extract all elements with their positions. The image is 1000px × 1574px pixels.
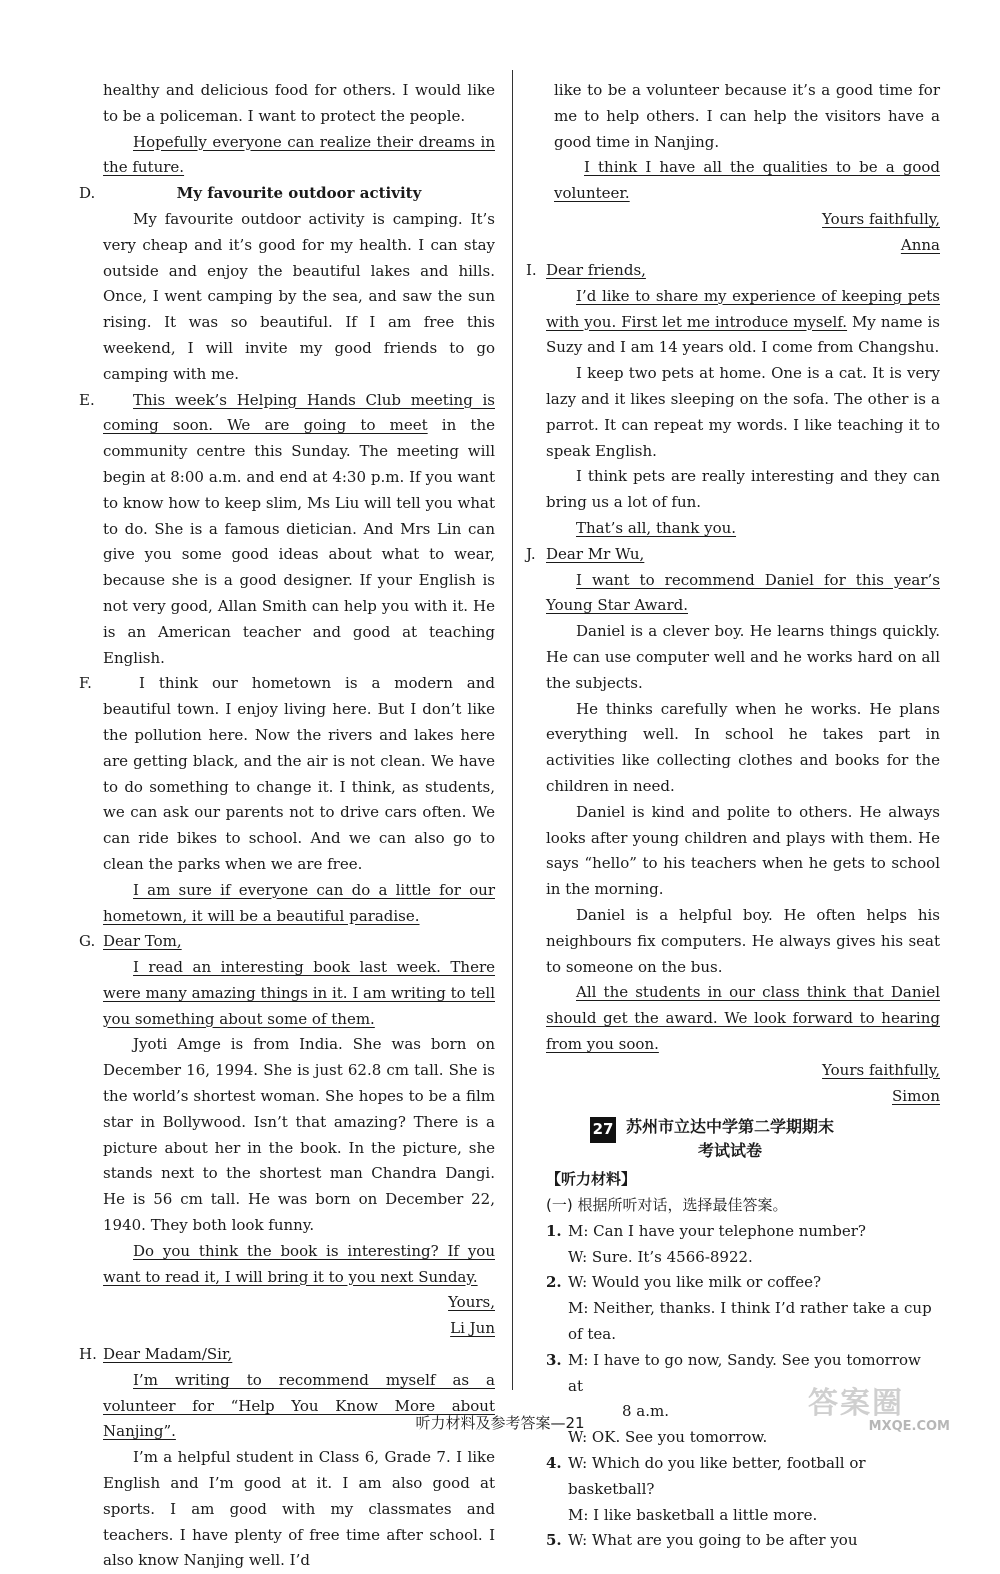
paragraph: He thinks carefully when he works. He plans everything well. In school he takes part in activities like collecting clothes and books for the children in need. bbox=[546, 699, 940, 795]
paragraph: like to be a volunteer because it’s a good time for me to help others. I can help the visitors have a good time in Nanjing. bbox=[554, 81, 940, 151]
column-divider bbox=[512, 70, 513, 1390]
paragraph bbox=[103, 388, 495, 672]
section-label: F. bbox=[79, 674, 92, 693]
greeting: Dear friends, bbox=[546, 261, 646, 279]
paragraph: I think I have all the qualities to be a good volunteer. bbox=[554, 158, 940, 203]
closing: Yours, bbox=[448, 1293, 495, 1312]
paragraph: All the students in our class think that Daniel should get the award. We look forward to hearing from you soon. bbox=[546, 983, 940, 1053]
list-item: 3. M: I have to go now, Sandy. See you tomorrow at 8 a.m. W: OK. See you tomorrow. bbox=[546, 1350, 921, 1447]
list-item: 1. M: Can I have your telephone number? W: Sure. It’s 4566-8922. bbox=[546, 1221, 866, 1266]
section-title: My favourite outdoor activity bbox=[176, 184, 422, 203]
paragraph: I want to recommend Daniel for this year’s Young Star Award. bbox=[546, 570, 940, 615]
paragraph: I’m a helpful student in Class 6, Grade 7. I like English and I’m good at it. I am also good at sports. I am good with my classmates and teachers. I have plenty of free time after school. I also know Nanjing well. I’d bbox=[103, 1448, 495, 1570]
paragraph: Daniel is kind and polite to others. He always looks after young children and plays with them. He says “hello” to his teachers when he gets to school in the morning. bbox=[546, 802, 940, 899]
section-h bbox=[79, 1342, 495, 1574]
list-item: 5. W: What are you going to be after you bbox=[546, 1531, 858, 1550]
exam-number-badge: 27 bbox=[590, 1117, 616, 1143]
signature: Simon bbox=[892, 1086, 940, 1105]
paragraph: I’d like to share my experience of keeping pets with you. First let me introduce myself. My name is Suzy and I am 14 years old. I come from Changshu. bbox=[546, 286, 940, 357]
paragraph: Hopefully everyone can realize their dreams in the future. bbox=[103, 132, 495, 177]
closing: Yours faithfully, bbox=[822, 209, 940, 228]
exam-title: 苏州市立达中学第二学期期末 考试试卷 bbox=[626, 1117, 835, 1161]
section-j bbox=[526, 542, 940, 1110]
paragraph: Do you think the book is interesting? If you want to read it, I will bring it to you next Sunday. bbox=[103, 1241, 495, 1286]
right-column bbox=[554, 78, 940, 259]
text: in the community centre this Sunday. The meeting will begin at 8:00 a.m. and end at 4:30 p.m. If you want to know how to keep slim, Ms Liu will tell you what to do. She is a famous dietician. And Mrs Lin can give you some good ideas about what to wear, because she is a good designer. If your English is not very good, Allan Smith can help you with it. He is an American teacher and good at teaching English. bbox=[103, 416, 495, 667]
paragraph: I read an interesting book last week. There were many amazing things in it. I am writing to tell you something about some of them. bbox=[103, 958, 495, 1028]
section-label: E. bbox=[79, 390, 95, 409]
section-instruction: (一) 根据所听对话，选择最佳答案。 bbox=[546, 1196, 788, 1215]
list-item: 2. W: Would you like milk or coffee? M: Neither, thanks. I think I’d rather take a cup of tea. bbox=[546, 1273, 932, 1344]
signature: Anna bbox=[900, 235, 940, 254]
paragraph: I am sure if everyone can do a little for our hometown, it will be a beautiful paradise. bbox=[103, 880, 495, 925]
paragraph: That’s all, thank you. bbox=[576, 518, 737, 537]
signature: Li Jun bbox=[450, 1319, 495, 1338]
right-column-lower bbox=[526, 258, 940, 1554]
greeting: Dear Madam/Sir, bbox=[103, 1345, 233, 1364]
paragraph: My favourite outdoor activity is camping. It’s very cheap and it’s good for my health. I can stay outside and enjoy the beautiful lakes and hills. Once, I went camping by the sea, and saw the sun rising. It was so beautiful. If I am free this weekend, I will invite my good friends to go camping with me. bbox=[103, 209, 495, 383]
section-g bbox=[79, 929, 495, 1342]
section-i bbox=[526, 258, 940, 542]
section-d bbox=[79, 181, 495, 387]
listening-material-tag: 【听力材料】 bbox=[546, 1170, 637, 1189]
greeting: Dear Tom, bbox=[103, 932, 182, 951]
section-label: I. bbox=[526, 261, 537, 279]
page-footer: 听力材料及参考答案—21 bbox=[415, 1414, 585, 1432]
watermark-logo: 答案圈 MXQE.COM bbox=[808, 1386, 950, 1434]
paragraph: Daniel is a clever boy. He learns things quickly. He can use computer well and he works hard on all the subjects. bbox=[546, 622, 940, 692]
paragraph: healthy and delicious food for others. I would like to be a policeman. I want to protect the people. bbox=[103, 81, 495, 125]
greeting: Dear Mr Wu, bbox=[546, 544, 645, 563]
section-e bbox=[79, 388, 495, 672]
paragraph: I’m writing to recommend myself as a volunteer for “Help You Know More about Nanjing”. bbox=[103, 1370, 495, 1441]
paragraph: Daniel is a helpful boy. He often helps his neighbours fix computers. He always gives his seat to someone on the bus. bbox=[546, 905, 940, 976]
section-label: D. bbox=[79, 184, 96, 203]
left-column bbox=[79, 78, 495, 1574]
paragraph: I think our hometown is a modern and beautiful town. I enjoy living here. But I don’t like the pollution here. Now the rivers and lakes here are getting black, and the air is not clean. We have to do something to change it. I think, as students, we can ask our parents not to drive cars often. We can ride bikes to school. And we can also go to clean the parks when we are free. bbox=[103, 674, 495, 873]
section-f bbox=[79, 671, 495, 929]
paragraph: I keep two pets at home. One is a cat. It is very lazy and it likes sleeping on the sofa. The other is a parrot. It can repeat my words. I like teaching it to speak English. bbox=[546, 364, 940, 460]
underlined-text: This week’s Helping Hands Club meeting is coming soon. We are going to meet bbox=[103, 390, 495, 435]
closing: Yours faithfully, bbox=[822, 1060, 940, 1079]
section-label: H. bbox=[79, 1345, 97, 1364]
section-label: J. bbox=[526, 544, 536, 563]
section-label: G. bbox=[79, 932, 96, 951]
exam-header bbox=[546, 1115, 940, 1163]
paragraph: Jyoti Amge is from India. She was born on December 16, 1994. She is just 62.8 cm tall. She is the world’s shortest woman. She hopes to be a film star in Bollywood. Isn’t that amazing? There is a picture about her in the book. In the picture, she stands next to the shortest man Chandra Dangi. He is 56 cm tall. He was born on December 22, 1940. They both look funny. bbox=[103, 1035, 495, 1235]
list-item: 4. W: Which do you like better, football or basketball? M: I like basketball a little more. bbox=[546, 1454, 866, 1524]
paragraph: I think pets are really interesting and they can bring us a lot of fun. bbox=[546, 467, 940, 512]
